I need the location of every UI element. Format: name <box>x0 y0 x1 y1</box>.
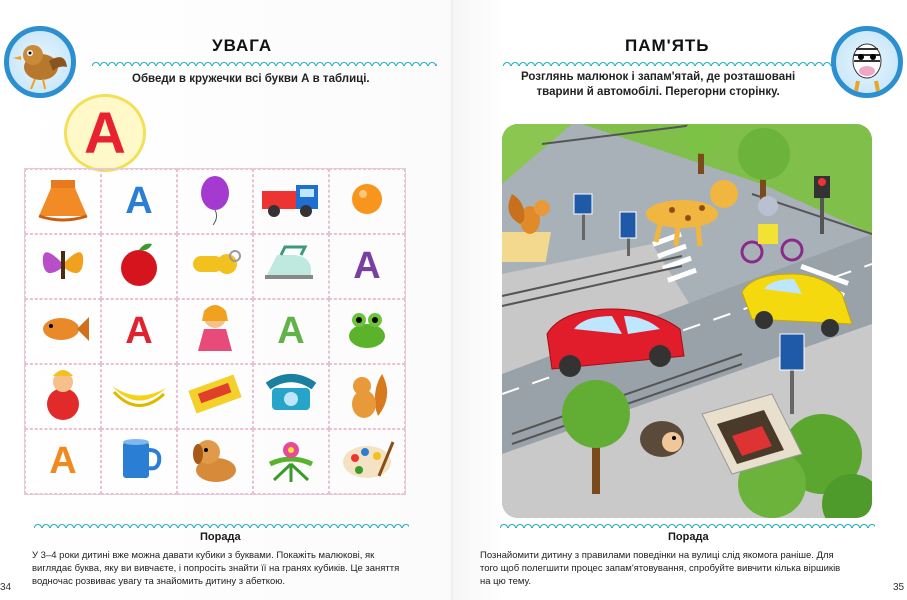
grid-cell-picture[interactable] <box>329 429 405 494</box>
grid-cell-picture[interactable] <box>177 234 253 299</box>
harmonica-icon <box>185 374 245 419</box>
grid-cell-picture[interactable] <box>253 364 329 429</box>
doll-icon <box>192 301 238 362</box>
bird-mascot-badge <box>4 26 76 98</box>
fish-icon <box>35 309 91 354</box>
letter-a: А <box>49 440 77 482</box>
letter-a: А <box>353 245 381 287</box>
puppy-icon <box>186 434 244 489</box>
tip-line: Познайомити дитину з правилами поведінки на вулиці слід якомога раніше. Для <box>480 550 834 561</box>
orange-icon <box>347 179 387 224</box>
frog-icon <box>341 306 393 357</box>
grid-cell-picture[interactable] <box>177 169 253 234</box>
grid-cell-picture[interactable] <box>253 234 329 299</box>
grid-cell-picture[interactable] <box>329 169 405 234</box>
grid-cell-picture[interactable] <box>25 234 101 299</box>
skirt-icon <box>33 176 93 227</box>
task-text: Обведи в кружечки всі букви А в таблиці. <box>132 73 370 85</box>
grid-cell-picture[interactable] <box>177 299 253 364</box>
grid-cell-picture[interactable] <box>177 364 253 429</box>
grid-cell-picture[interactable] <box>329 364 405 429</box>
tip-title: Порада <box>668 531 709 543</box>
mug-icon <box>115 434 163 489</box>
page-title: ПАМ'ЯТЬ <box>625 36 710 55</box>
letter-a: А <box>125 310 153 352</box>
tip-text <box>480 549 890 588</box>
grid-cell-letter-a[interactable] <box>101 169 177 234</box>
flower-icon <box>264 434 318 489</box>
banana-icon <box>108 374 170 419</box>
truck-icon <box>258 177 324 226</box>
letter-a: А <box>125 180 153 222</box>
street-illustration <box>502 124 872 518</box>
tip-line: виглядає буква, яку ви вивчаєте, і попросіть знайти її на гранях кубиків. Це заняття <box>32 563 400 574</box>
grid-cell-picture[interactable] <box>253 169 329 234</box>
tip-text <box>32 549 432 588</box>
tip-line: водночас розвиває увагу та знайомить дитину з абеткою. <box>32 576 286 587</box>
squirrel-icon <box>342 366 392 427</box>
iron-icon <box>261 243 321 290</box>
task-text <box>521 70 795 100</box>
bird-icon <box>9 31 71 93</box>
grid-cell-picture[interactable] <box>25 364 101 429</box>
palette-icon <box>339 436 395 487</box>
grid-cell-picture[interactable] <box>253 429 329 494</box>
roly-poly-icon <box>41 366 85 427</box>
grid-cell-letter-a[interactable] <box>329 234 405 299</box>
title-wave-divider <box>503 58 833 66</box>
tip-line: У 3–4 роки дитині вже можна давати кубики з буквами. Покажіть малюкові, як <box>32 550 375 561</box>
zebra-icon <box>836 31 898 93</box>
tip-title: Порада <box>200 531 241 543</box>
street-scene <box>502 124 872 518</box>
tip-line: того щоб полегшити процес запам'ятовування, спробуйте вивчити кілька віршиків <box>480 563 841 574</box>
apple-icon <box>114 240 164 293</box>
page-title: УВАГА <box>212 36 273 55</box>
grid-cell-picture[interactable] <box>25 299 101 364</box>
tip-wave-divider <box>500 520 875 528</box>
grid-cell-picture[interactable] <box>101 429 177 494</box>
title-wave-divider <box>92 58 437 66</box>
grid-cell-picture[interactable] <box>101 234 177 299</box>
page-number: 34 <box>0 582 12 593</box>
left-page <box>0 0 453 600</box>
grid-cell-letter-a[interactable] <box>25 429 101 494</box>
hedgehog-animal <box>640 421 684 457</box>
grid-cell-letter-a[interactable] <box>101 299 177 364</box>
letter-a: А <box>277 310 305 352</box>
grid-cell-picture[interactable] <box>25 169 101 234</box>
tip-wave-divider <box>34 520 409 528</box>
grid-cell-picture[interactable] <box>177 429 253 494</box>
page-number: 35 <box>893 582 905 593</box>
whistle-icon <box>187 244 243 289</box>
task-line: тварини й автомобілі. Перегорни сторінку. <box>536 86 780 98</box>
big-letter-a: А <box>64 94 146 172</box>
grid-cell-picture[interactable] <box>329 299 405 364</box>
zebra-mascot-badge <box>831 26 903 98</box>
balloon-icon <box>195 173 235 230</box>
task-line: Розглянь малюнок і запам'ятай, де розташовані <box>521 71 796 83</box>
tip-line: на цю тему. <box>480 576 531 587</box>
butterfly-icon <box>37 241 89 292</box>
letter-grid <box>24 168 406 495</box>
grid-cell-letter-a[interactable] <box>253 299 329 364</box>
telephone-icon <box>262 372 320 421</box>
grid-cell-picture[interactable] <box>101 364 177 429</box>
